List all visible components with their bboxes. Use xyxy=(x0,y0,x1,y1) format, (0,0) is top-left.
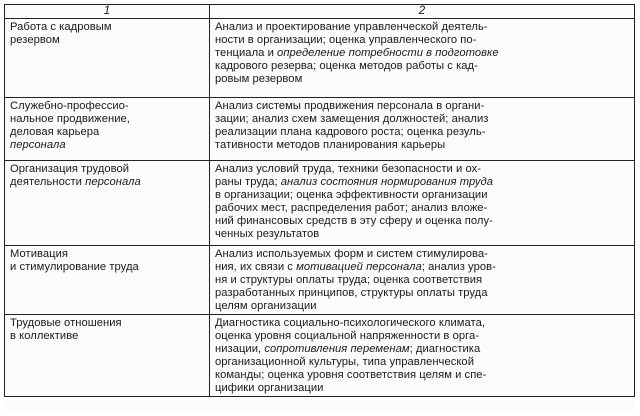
area-line: в коллективе xyxy=(10,330,79,342)
analysis-line xyxy=(215,215,630,228)
area-line: Служебно-профессио- xyxy=(10,100,129,112)
analysis-line xyxy=(215,47,630,60)
area-line: Мотивация xyxy=(10,248,68,260)
analysis-line xyxy=(215,100,630,113)
analysis-line xyxy=(215,274,630,287)
text-segment: оценка уровня социальной напряженности в орга- xyxy=(215,330,480,342)
text-segment: зации; анализ схем замещения должностей; анализ xyxy=(215,113,489,125)
text-segment: ченных результатов xyxy=(215,228,320,240)
area-line: и стимулирование труда xyxy=(10,261,139,273)
analysis-cell xyxy=(210,246,635,315)
text-segment: цифики организации xyxy=(215,382,324,394)
area-cell xyxy=(5,315,210,397)
text-segment: кадрового резерва; оценка методов работы с кад- xyxy=(215,60,478,72)
text-segment: ня и структуры оплаты труда; оценка соответствия xyxy=(215,274,483,286)
column-header-1: 1 xyxy=(5,5,210,19)
table-row xyxy=(5,315,635,397)
area-line: нальное продвижение, xyxy=(10,113,130,125)
area-cell xyxy=(5,246,210,315)
text-segment: ния, их связи с xyxy=(215,261,297,273)
text-segment: организационной культуры, типа управленческой xyxy=(215,356,474,368)
text-segment: ; анализ уров- xyxy=(421,261,496,273)
column-header-2: 2 xyxy=(210,5,635,19)
text-segment: реализации плана кадрового роста; оценка резуль- xyxy=(215,126,486,138)
table-row xyxy=(5,161,635,246)
text-segment: тативности методов планирования карьеры xyxy=(215,139,446,151)
text-segment: в организации; оценка эффективности организации xyxy=(215,189,488,201)
area-line: деятельности персонала xyxy=(10,176,141,188)
emphasis-text: определение потребности в подготовке xyxy=(277,47,499,59)
analysis-line xyxy=(215,317,630,330)
analysis-line xyxy=(215,343,630,356)
text-segment: Анализ условий труда, техники безопасности и ох- xyxy=(215,163,482,175)
area-cell xyxy=(5,161,210,246)
header-row xyxy=(5,5,635,19)
area-line: персонала xyxy=(10,139,66,151)
emphasis-text: мотивацией персонала xyxy=(296,261,422,273)
analysis-line xyxy=(215,163,630,176)
text-segment: разработанных принципов, структуры оплаты труда xyxy=(215,287,488,299)
analysis-line xyxy=(215,330,630,343)
text-segment: ности в организации; оценка управленческого по- xyxy=(215,34,477,46)
analysis-cell xyxy=(210,19,635,98)
area-line: Работа с кадровым xyxy=(10,21,112,33)
text-segment: команды; оценка уровня соответствия целям и спе- xyxy=(215,369,487,381)
emphasis-text: сопротивления переменам xyxy=(264,343,410,355)
table-row xyxy=(5,19,635,98)
analysis-line xyxy=(215,21,630,34)
analysis-line xyxy=(215,126,630,139)
area-cell xyxy=(5,19,210,98)
analysis-line xyxy=(215,60,630,73)
area-line: деловая карьера xyxy=(10,126,100,138)
text-segment: раны труда; xyxy=(215,176,281,188)
analysis-line xyxy=(215,300,630,313)
analysis-line xyxy=(215,382,630,395)
area-line: Организация трудовой xyxy=(10,163,130,175)
text-segment: Диагностика социально-психологического климата, xyxy=(215,317,486,329)
analysis-cell xyxy=(210,98,635,161)
table-row xyxy=(5,98,635,161)
analysis-line xyxy=(215,176,630,189)
analysis-line xyxy=(215,113,630,126)
analysis-line xyxy=(215,228,630,241)
text-segment: рабочих мест, распределения работ; анализ вложе- xyxy=(215,202,488,214)
analysis-table xyxy=(4,4,635,397)
analysis-line xyxy=(215,139,630,152)
text-segment: Анализ используемых форм и систем стимулирова- xyxy=(215,248,488,260)
document-page xyxy=(4,4,634,410)
area-cell xyxy=(5,98,210,161)
text-segment: Анализ системы продвижения персонала в органи- xyxy=(215,100,485,112)
analysis-line xyxy=(215,248,630,261)
analysis-line xyxy=(215,189,630,202)
analysis-line xyxy=(215,356,630,369)
analysis-line xyxy=(215,287,630,300)
text-segment: ; диагностика xyxy=(409,343,481,355)
area-line: резервом xyxy=(10,34,60,46)
analysis-line xyxy=(215,369,630,382)
analysis-line xyxy=(215,34,630,47)
text-segment: ровым резервом xyxy=(215,73,303,85)
text-segment: целям организации xyxy=(215,300,317,312)
text-segment: ний финансовых средств в эту сферу и оценка полу- xyxy=(215,215,493,227)
emphasis-text: анализ состояния нормирования труда xyxy=(280,176,493,188)
analysis-line xyxy=(215,202,630,215)
analysis-line xyxy=(215,73,630,86)
text-segment: низации, xyxy=(215,343,265,355)
analysis-cell xyxy=(210,161,635,246)
analysis-line xyxy=(215,261,630,274)
area-line: Трудовые отношения xyxy=(10,317,122,329)
table-row xyxy=(5,246,635,315)
analysis-cell xyxy=(210,315,635,397)
text-segment: Анализ и проектирование управленческой деятель- xyxy=(215,21,488,33)
text-segment: тенциала и xyxy=(215,47,278,59)
